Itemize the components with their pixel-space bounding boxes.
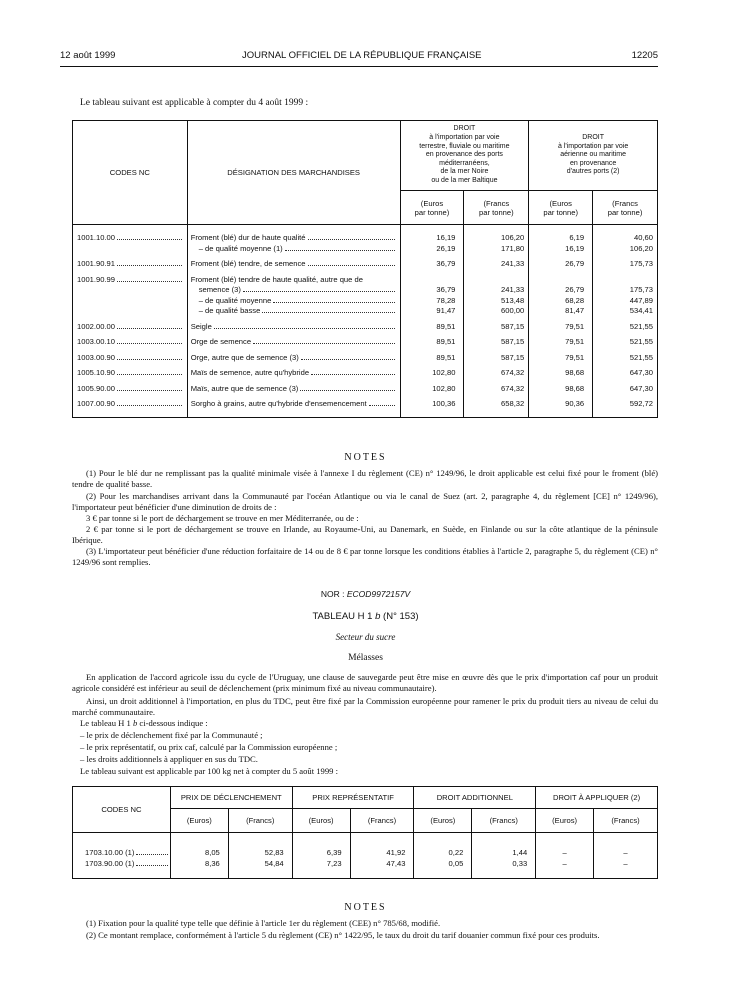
body-paragraph-3	[80, 718, 666, 729]
duty-value: 36,79	[400, 259, 464, 270]
duty-value: 40,60	[593, 233, 658, 244]
p3-post: ci-dessous indique :	[137, 718, 208, 728]
duty-value: 6,19	[529, 233, 593, 244]
tableau-title-pre: TABLEAU H 1	[312, 611, 376, 622]
table-row	[73, 233, 658, 244]
list-item-1: – le prix de déclenchement fixé par la Communauté ;	[80, 730, 263, 740]
duty-value: 241,33	[464, 285, 529, 296]
cereal-table-body	[73, 225, 658, 418]
duty-value: 447,89	[593, 295, 658, 306]
duty-value: 658,32	[464, 399, 529, 410]
t2-unit-francs: (Francs)	[350, 809, 414, 833]
nor-reference	[0, 589, 731, 599]
duty-value: 68,28	[529, 295, 593, 306]
duty-value: 592,72	[593, 399, 658, 410]
duty-value: 90,36	[529, 399, 593, 410]
duty-value: 102,80	[400, 383, 464, 394]
col-header-codes: CODES NC	[73, 121, 188, 225]
t2-group-header: DROIT À APPLIQUER (2)	[536, 787, 658, 809]
duty-value	[400, 274, 464, 285]
nor-label: NOR :	[320, 589, 345, 599]
duty-value	[529, 274, 593, 285]
t2-group-header: DROIT ADDITIONNEL	[414, 787, 536, 809]
sugar-value: 0,05	[414, 858, 472, 869]
duty-value: 26,79	[529, 259, 593, 270]
unit-euros: (Euros par tonne)	[400, 191, 464, 225]
duty-value: 587,15	[464, 352, 529, 363]
nc-code: 1001.10.00	[77, 233, 116, 243]
unit-euros: (Euros par tonne)	[529, 191, 593, 225]
sugar-table-body	[73, 847, 658, 869]
duty-value: 79,51	[529, 321, 593, 332]
goods-description: Froment (blé) dur de haute qualité	[190, 233, 306, 243]
unit-francs: (Francs par tonne)	[464, 191, 529, 225]
unit-francs: (Francs par tonne)	[593, 191, 658, 225]
body-paragraph-2: Ainsi, un droit additionnel à l'importation, en plus du TDC, peut être fixé par la Commission européenne pour ramener le prix du produit tiers au niveau de celui du marché communautaire.	[72, 696, 658, 717]
table-row	[73, 285, 658, 296]
note-2-2: (2) Ce montant remplace, conformément à l'article 5 du règlement (CE) n° 1422/95, le taux du droit du tarif douanier commun fixé pour ces produits.	[86, 930, 600, 940]
table-row	[73, 847, 658, 858]
col-header-droit-other-ports: DROIT à l'importation par voie aérienne ou maritime en provenance d'autres ports (2)	[529, 121, 658, 191]
duty-value: 102,80	[400, 368, 464, 379]
duty-value: 513,48	[464, 295, 529, 306]
body-paragraph-4: Le tableau suivant est applicable par 100 kg net à compter du 5 août 1999 :	[80, 766, 338, 776]
duty-value: 534,41	[593, 306, 658, 317]
duty-value: 98,68	[529, 383, 593, 394]
note-2-1: (1) Fixation pour la qualité type telle que définie à l'article 1er du règlement (CEE) n° 785/68, modifié.	[86, 918, 441, 928]
goods-description: – de qualité moyenne	[198, 295, 272, 305]
table-row	[73, 368, 658, 379]
sugar-value: 6,39	[292, 847, 350, 858]
duty-value: 26,79	[529, 285, 593, 296]
nc-code: 1003.00.90	[77, 352, 116, 362]
table-row	[73, 858, 658, 869]
cereal-duty-table	[72, 120, 658, 418]
duty-value: 89,51	[400, 352, 464, 363]
duty-value	[593, 274, 658, 285]
nc-code: 1005.10.90	[77, 368, 116, 378]
t2-col-header-codes: CODES NC	[73, 787, 171, 833]
duty-value: 26,19	[400, 243, 464, 254]
nc-code: 1703.90.00 (1)	[85, 858, 135, 868]
duty-value: 647,30	[593, 383, 658, 394]
list-item-3: – les droits additionnels à appliquer en sus du TDC.	[80, 754, 258, 764]
sugar-value: 52,83	[228, 847, 292, 858]
notes-title-1: NOTES	[344, 452, 387, 463]
t2-unit-francs: (Francs)	[594, 809, 658, 833]
table-row	[73, 295, 658, 306]
sugar-value: 0,33	[472, 858, 536, 869]
goods-description: Froment (blé) tendre de haute qualité, autre que de	[190, 274, 363, 284]
goods-description: – de qualité basse	[198, 306, 261, 316]
duty-value: 16,19	[529, 243, 593, 254]
sugar-value: 1,44	[472, 847, 536, 858]
duty-value: 16,19	[400, 233, 464, 244]
sugar-value: 0,22	[414, 847, 472, 858]
table-row	[73, 306, 658, 317]
sugar-value: 41,92	[350, 847, 414, 858]
sugar-value: –	[594, 847, 658, 858]
duty-value: 175,73	[593, 285, 658, 296]
goods-description: Maïs, autre que de semence (3)	[190, 383, 299, 393]
sugar-duty-table	[72, 786, 658, 879]
duty-value	[464, 274, 529, 285]
table-row	[73, 399, 658, 410]
tableau-title	[0, 611, 731, 622]
goods-description: – de qualité moyenne (1)	[198, 243, 283, 253]
note-1-2a: 3 € par tonne si le port de déchargement se trouve en mer Méditerranée, ou de :	[86, 513, 359, 523]
t2-unit-euros: (Euros)	[536, 809, 594, 833]
t2-unit-francs: (Francs)	[228, 809, 292, 833]
duty-value: 89,51	[400, 337, 464, 348]
duty-value: 79,51	[529, 352, 593, 363]
duty-value: 674,32	[464, 383, 529, 394]
duty-value: 36,79	[400, 285, 464, 296]
notes-title-2: NOTES	[344, 902, 387, 913]
goods-description: Froment (blé) tendre, de semence	[190, 259, 306, 269]
t2-unit-euros: (Euros)	[414, 809, 472, 833]
goods-description: Seigle	[190, 321, 212, 331]
section-title-melasses: Mélasses	[348, 653, 383, 663]
nc-code: 1005.90.00	[77, 383, 116, 393]
sugar-value: 47,43	[350, 858, 414, 869]
page-header	[60, 50, 658, 64]
sugar-value: 8,36	[170, 858, 228, 869]
nc-code: 1001.90.99	[77, 274, 116, 284]
duty-value: 100,36	[400, 399, 464, 410]
nc-code: 1002.00.00	[77, 321, 116, 331]
note-1-1: (1) Pour le blé dur ne remplissant pas la qualité minimale visée à l'annexe I du règlement (CE) n° 1249/96, le droit applicable est celui fixé pour le froment (blé) tendre de qualité basse.	[72, 468, 658, 489]
duty-value: 106,20	[593, 243, 658, 254]
sugar-value: 54,84	[228, 858, 292, 869]
duty-value: 89,51	[400, 321, 464, 332]
goods-description: semence (3)	[198, 285, 241, 295]
sugar-value: –	[594, 858, 658, 869]
duty-value: 171,80	[464, 243, 529, 254]
nc-code: 1007.00.90	[77, 399, 116, 409]
intro-text-1: Le tableau suivant est applicable à compter du 4 août 1999 :	[80, 98, 309, 108]
header-page-number: 12205	[631, 50, 658, 61]
sugar-value: –	[536, 858, 594, 869]
body-paragraph-1: En application de l'accord agricole issu du cycle de l'Uruguay, une clause de sauvegarde peut être mise en œuvre dès que le prix d'importation caf pour un produit agricole considéré est inférieur au seuil de déclenchement (prix minimum fixé au niveau communautaire).	[72, 672, 658, 693]
duty-value: 521,55	[593, 321, 658, 332]
tableau-title-letter: b	[375, 611, 381, 622]
duty-value: 647,30	[593, 368, 658, 379]
table-row	[73, 243, 658, 254]
duty-value: 600,00	[464, 306, 529, 317]
duty-value: 521,55	[593, 337, 658, 348]
duty-value: 587,15	[464, 337, 529, 348]
duty-value: 78,28	[400, 295, 464, 306]
sugar-value: 7,23	[292, 858, 350, 869]
table-row	[73, 274, 658, 285]
duty-value: 79,51	[529, 337, 593, 348]
duty-value: 98,68	[529, 368, 593, 379]
goods-description: Orge de semence	[190, 337, 252, 347]
duty-value: 91,47	[400, 306, 464, 317]
table-row	[73, 383, 658, 394]
duty-value: 241,33	[464, 259, 529, 270]
duty-value: 106,20	[464, 233, 529, 244]
sector-title: Secteur du sucre	[335, 632, 396, 642]
sugar-value: –	[536, 847, 594, 858]
note-1-2b: 2 € par tonne si le port de déchargement se trouve en Irlande, au Royaume-Uni, au Danemark, en Suède, en Finlande ou sur la côte atlantique de la péninsule Ibérique.	[72, 524, 658, 545]
duty-value: 175,73	[593, 259, 658, 270]
list-item-2: – le prix représentatif, ou prix caf, calculé par la Commission européenne ;	[80, 742, 338, 752]
table-row	[73, 352, 658, 363]
t2-group-header: PRIX DE DÉCLENCHEMENT	[170, 787, 292, 809]
goods-description: Orge, autre que de semence (3)	[190, 352, 299, 362]
nc-code: 1703.10.00 (1)	[85, 847, 135, 857]
nc-code: 1003.00.10	[77, 337, 116, 347]
goods-description: Sorgho à grains, autre qu'hybride d'ensemencement	[190, 399, 367, 409]
nor-value: ECOD9972157V	[346, 589, 411, 599]
note-1-3: (3) L'importateur peut bénéficier d'une réduction forfaitaire de 14 ou de 8 € par tonne lorsque les conditions établies à l'article 2, paragraphe 5, du règlement (CE) n° 1249/96 sont remplies.	[72, 546, 658, 567]
header-journal: JOURNAL OFFICIEL DE LA RÉPUBLIQUE FRANÇAISE	[242, 50, 482, 61]
duty-value: 521,55	[593, 352, 658, 363]
t2-unit-francs: (Francs)	[472, 809, 536, 833]
table-row	[73, 337, 658, 348]
table-row	[73, 321, 658, 332]
col-header-designation: DÉSIGNATION DES MARCHANDISES	[187, 121, 400, 225]
t2-unit-euros: (Euros)	[170, 809, 228, 833]
nc-code: 1001.90.91	[77, 259, 116, 269]
duty-value: 674,32	[464, 368, 529, 379]
tableau-title-post: (N° 153)	[380, 611, 419, 622]
p3-pre: Le tableau H 1	[80, 718, 133, 728]
header-rule	[60, 66, 658, 67]
col-header-droit-mediterranean: DROIT à l'importation par voie terrestre, fluviale ou maritime en provenance des ports méditerranéens, de la mer Noire ou de la mer Baltique	[400, 121, 529, 191]
goods-description: Maïs de semence, autre qu'hybride	[190, 368, 310, 378]
header-date: 12 août 1999	[60, 50, 116, 61]
duty-value: 587,15	[464, 321, 529, 332]
table-row	[73, 259, 658, 270]
p3-letter: b	[132, 718, 138, 728]
sugar-value: 8,05	[170, 847, 228, 858]
duty-value: 81,47	[529, 306, 593, 317]
note-1-2: (2) Pour les marchandises arrivant dans la Communauté par l'océan Atlantique ou via le canal de Suez (art. 2, paragraphe 4, du règlement [CE] n° 1249/96), l'importateur peut bénéficier d'une diminution de droits de :	[72, 491, 658, 512]
t2-unit-euros: (Euros)	[292, 809, 350, 833]
t2-group-header: PRIX REPRÉSENTATIF	[292, 787, 414, 809]
